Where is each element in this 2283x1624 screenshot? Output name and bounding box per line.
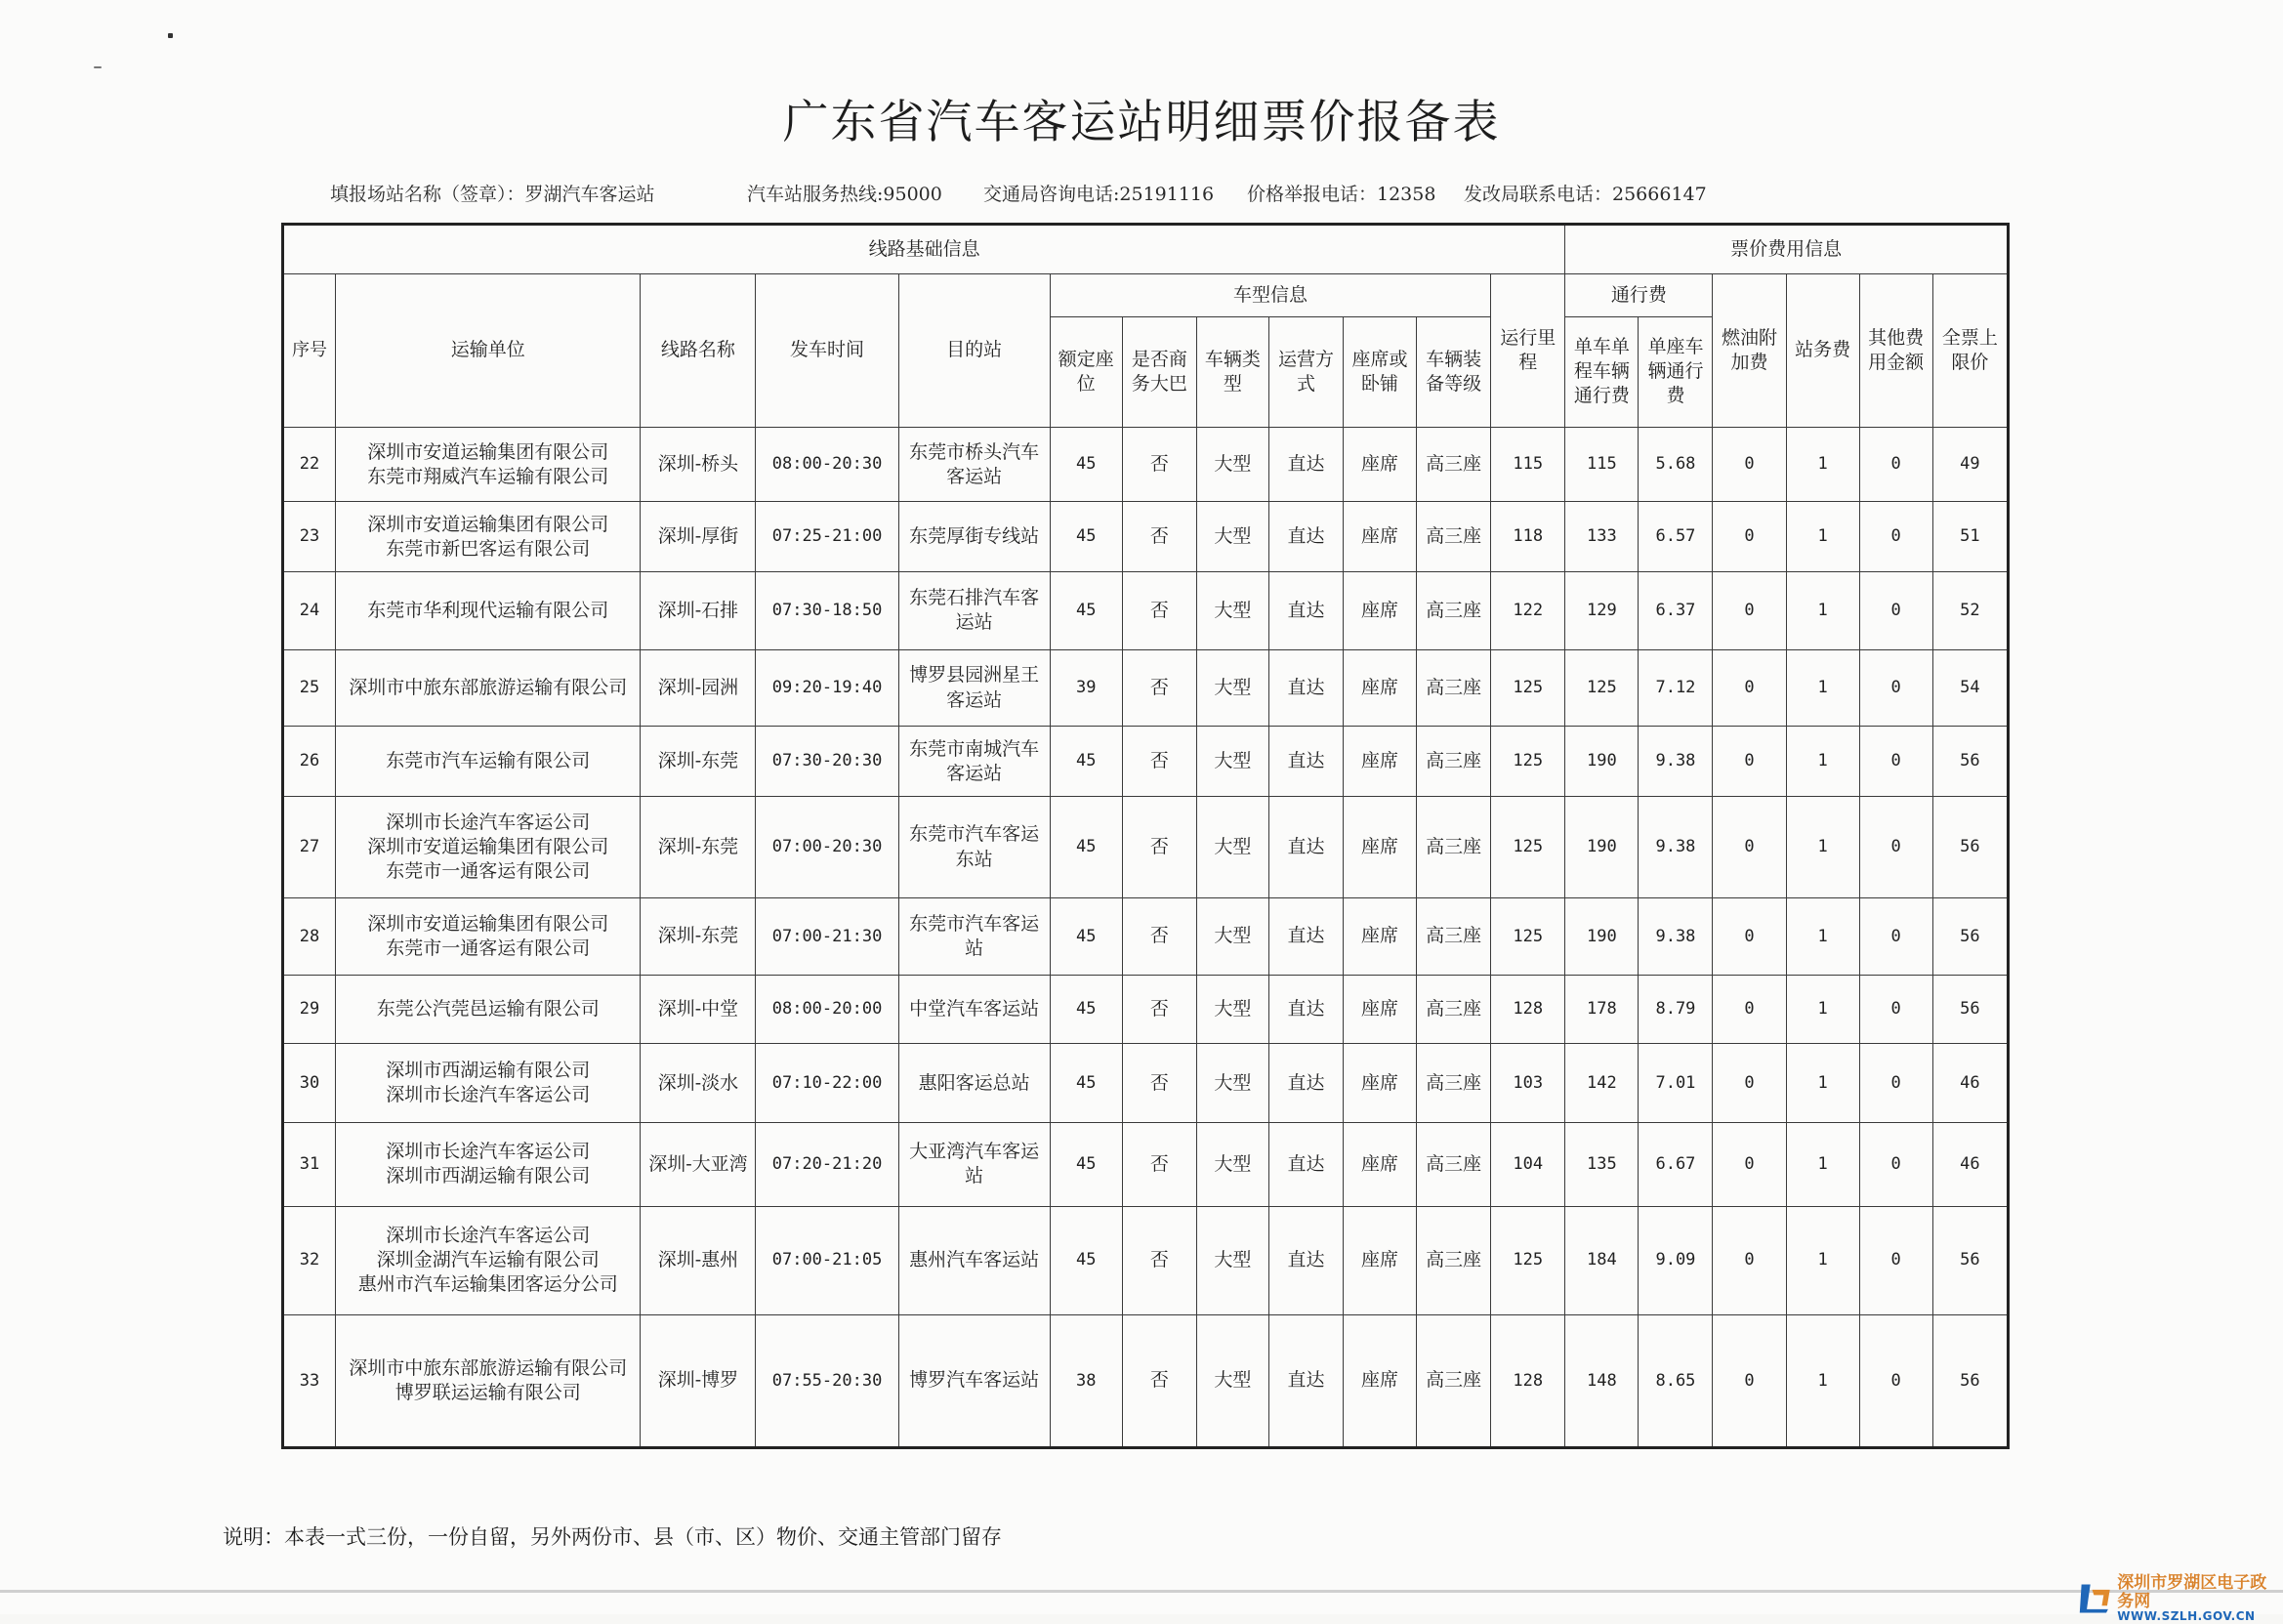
cell-other-fee: 0 xyxy=(1859,1314,1932,1448)
cell-seq: 26 xyxy=(283,727,336,797)
cell-max-fare: 46 xyxy=(1932,1044,2008,1123)
cell-departure: 07:00-20:30 xyxy=(756,796,898,897)
cell-vehicle-type: 大型 xyxy=(1196,649,1268,727)
cell-single-vehicle-toll: 125 xyxy=(1565,649,1639,727)
cell-seats: 45 xyxy=(1050,502,1122,572)
cell-operation-mode: 直达 xyxy=(1268,428,1343,502)
cell-seat-type: 座席 xyxy=(1344,649,1417,727)
cell-seq: 33 xyxy=(283,1314,336,1448)
cell-mileage: 118 xyxy=(1491,502,1565,572)
header-seq: 序号 xyxy=(283,273,336,427)
cell-max-fare: 56 xyxy=(1932,1314,2008,1448)
cell-vehicle-type: 大型 xyxy=(1196,1123,1268,1207)
cell-max-fare: 56 xyxy=(1932,975,2008,1044)
cell-seq: 27 xyxy=(283,796,336,897)
cell-seq: 30 xyxy=(283,1044,336,1123)
header-mileage: 运行里程 xyxy=(1491,273,1565,427)
cell-vehicle-type: 大型 xyxy=(1196,727,1268,797)
cell-single-vehicle-toll: 178 xyxy=(1565,975,1639,1044)
cell-single-vehicle-toll: 190 xyxy=(1565,898,1639,976)
cell-station-fee: 1 xyxy=(1786,1206,1859,1314)
header-max-fare: 全票上限价 xyxy=(1932,273,2008,427)
cell-operation-mode: 直达 xyxy=(1268,727,1343,797)
cell-destination: 博罗汽车客运站 xyxy=(898,1314,1050,1448)
cell-vehicle-type: 大型 xyxy=(1196,571,1268,649)
header-vehicle-type: 车辆类型 xyxy=(1196,316,1268,427)
fare-table xyxy=(281,223,2010,1449)
cell-single-vehicle-toll: 190 xyxy=(1565,727,1639,797)
cell-fuel-surcharge: 0 xyxy=(1713,727,1786,797)
cell-business: 否 xyxy=(1122,1123,1196,1207)
cell-per-seat-toll: 7.01 xyxy=(1639,1044,1713,1123)
cell-max-fare: 56 xyxy=(1932,898,2008,976)
cell-operator: 深圳市安道运输集团有限公司 东莞市翔威汽车运输有限公司 xyxy=(336,428,641,502)
cell-single-vehicle-toll: 115 xyxy=(1565,428,1639,502)
document-title: 广东省汽车客运站明细票价报备表 xyxy=(782,96,1501,149)
cell-operation-mode: 直达 xyxy=(1268,975,1343,1044)
cell-route: 深圳-大亚湾 xyxy=(641,1123,756,1207)
table-body xyxy=(283,225,2009,1448)
cell-seat-type: 座席 xyxy=(1344,502,1417,572)
cell-seats: 45 xyxy=(1050,727,1122,797)
table-row xyxy=(283,727,2009,797)
cell-seats: 45 xyxy=(1050,1206,1122,1314)
cell-seat-type: 座席 xyxy=(1344,1206,1417,1314)
cell-fuel-surcharge: 0 xyxy=(1713,1206,1786,1314)
header-seats: 额定座位 xyxy=(1050,316,1122,427)
cell-fuel-surcharge: 0 xyxy=(1713,1314,1786,1448)
cell-per-seat-toll: 9.38 xyxy=(1639,898,1713,976)
cell-per-seat-toll: 6.67 xyxy=(1639,1123,1713,1207)
cell-per-seat-toll: 9.09 xyxy=(1639,1206,1713,1314)
cell-seq: 31 xyxy=(283,1123,336,1207)
cell-route: 深圳-博罗 xyxy=(641,1314,756,1448)
cell-seat-type: 座席 xyxy=(1344,428,1417,502)
header-destination: 目的站 xyxy=(898,273,1050,427)
cell-operator: 东莞市华利现代运输有限公司 xyxy=(336,571,641,649)
cell-other-fee: 0 xyxy=(1859,571,1932,649)
cell-station-fee: 1 xyxy=(1786,428,1859,502)
scan-speck xyxy=(94,66,102,68)
group-vehicle-info: 车型信息 xyxy=(1050,273,1490,316)
cell-equipment-grade: 高三座 xyxy=(1417,502,1491,572)
cell-max-fare: 46 xyxy=(1932,1123,2008,1207)
cell-operation-mode: 直达 xyxy=(1268,898,1343,976)
cell-operation-mode: 直达 xyxy=(1268,649,1343,727)
group-toll: 通行费 xyxy=(1565,273,1713,316)
cell-route: 深圳-惠州 xyxy=(641,1206,756,1314)
cell-station-fee: 1 xyxy=(1786,1044,1859,1123)
cell-business: 否 xyxy=(1122,502,1196,572)
cell-equipment-grade: 高三座 xyxy=(1417,1206,1491,1314)
table-row xyxy=(283,1044,2009,1123)
cell-mileage: 125 xyxy=(1491,727,1565,797)
cell-departure: 08:00-20:30 xyxy=(756,428,898,502)
cell-per-seat-toll: 6.37 xyxy=(1639,571,1713,649)
cell-departure: 08:00-20:00 xyxy=(756,975,898,1044)
cell-seq: 29 xyxy=(283,975,336,1044)
price-report-phone: 价格举报电话：12358 xyxy=(1247,184,1436,205)
cell-other-fee: 0 xyxy=(1859,502,1932,572)
cell-fuel-surcharge: 0 xyxy=(1713,1044,1786,1123)
cell-business: 否 xyxy=(1122,571,1196,649)
cell-seat-type: 座席 xyxy=(1344,1314,1417,1448)
cell-fuel-surcharge: 0 xyxy=(1713,898,1786,976)
cell-max-fare: 52 xyxy=(1932,571,2008,649)
cell-max-fare: 56 xyxy=(1932,727,2008,797)
header-equipment-grade: 车辆装备等级 xyxy=(1417,316,1491,427)
cell-operation-mode: 直达 xyxy=(1268,502,1343,572)
cell-per-seat-toll: 6.57 xyxy=(1639,502,1713,572)
cell-single-vehicle-toll: 142 xyxy=(1565,1044,1639,1123)
cell-seat-type: 座席 xyxy=(1344,975,1417,1044)
cell-equipment-grade: 高三座 xyxy=(1417,571,1491,649)
cell-seats: 45 xyxy=(1050,1123,1122,1207)
cell-vehicle-type: 大型 xyxy=(1196,975,1268,1044)
header-other-fee: 其他费用金额 xyxy=(1859,273,1932,427)
szlh-logo-icon xyxy=(2078,1581,2113,1616)
cell-operation-mode: 直达 xyxy=(1268,1044,1343,1123)
cell-vehicle-type: 大型 xyxy=(1196,502,1268,572)
footnote: 说明：本表一式三份，一份自留，另外两份市、县（市、区）物价、交通主管部门留存 xyxy=(223,1525,1002,1549)
cell-destination: 东莞市汽车客运东站 xyxy=(898,796,1050,897)
cell-operator: 东莞公汽莞邑运输有限公司 xyxy=(336,975,641,1044)
table-row xyxy=(283,502,2009,572)
cell-equipment-grade: 高三座 xyxy=(1417,975,1491,1044)
table-row xyxy=(283,1123,2009,1207)
cell-mileage: 125 xyxy=(1491,898,1565,976)
cell-equipment-grade: 高三座 xyxy=(1417,428,1491,502)
service-hotline: 汽车站服务热线:95000 xyxy=(747,184,942,205)
table-row xyxy=(283,975,2009,1044)
header-per-seat-toll: 单座车辆通行费 xyxy=(1639,316,1713,427)
cell-route: 深圳-中堂 xyxy=(641,975,756,1044)
cell-departure: 07:30-18:50 xyxy=(756,571,898,649)
scan-edge xyxy=(0,1590,2283,1593)
cell-seat-type: 座席 xyxy=(1344,727,1417,797)
cell-destination: 惠阳客运总站 xyxy=(898,1044,1050,1123)
cell-vehicle-type: 大型 xyxy=(1196,898,1268,976)
cell-station-fee: 1 xyxy=(1786,649,1859,727)
cell-operator: 深圳市长途汽车客运公司 深圳市安道运输集团有限公司 东莞市一通客运有限公司 xyxy=(336,796,641,897)
cell-equipment-grade: 高三座 xyxy=(1417,727,1491,797)
cell-mileage: 125 xyxy=(1491,649,1565,727)
scan-speck xyxy=(168,33,173,38)
header-row-subgroups xyxy=(283,273,2009,316)
cell-vehicle-type: 大型 xyxy=(1196,428,1268,502)
cell-route: 深圳-东莞 xyxy=(641,796,756,897)
cell-other-fee: 0 xyxy=(1859,1206,1932,1314)
cell-seq: 23 xyxy=(283,502,336,572)
cell-mileage: 115 xyxy=(1491,428,1565,502)
drc-phone: 发改局联系电话：25666147 xyxy=(1464,184,1707,205)
header-single-vehicle-toll: 单车单程车辆通行费 xyxy=(1565,316,1639,427)
cell-mileage: 122 xyxy=(1491,571,1565,649)
cell-operator: 深圳市中旅东部旅游运输有限公司 博罗联运运输有限公司 xyxy=(336,1314,641,1448)
table-row xyxy=(283,796,2009,897)
cell-destination: 中堂汽车客运站 xyxy=(898,975,1050,1044)
cell-fuel-surcharge: 0 xyxy=(1713,796,1786,897)
header-operator: 运输单位 xyxy=(336,273,641,427)
cell-destination: 东莞石排汽车客运站 xyxy=(898,571,1050,649)
cell-mileage: 128 xyxy=(1491,1314,1565,1448)
cell-seq: 28 xyxy=(283,898,336,976)
cell-equipment-grade: 高三座 xyxy=(1417,1314,1491,1448)
cell-destination: 惠州汽车客运站 xyxy=(898,1206,1050,1314)
cell-business: 否 xyxy=(1122,727,1196,797)
cell-operator: 深圳市长途汽车客运公司 深圳市西湖运输有限公司 xyxy=(336,1123,641,1207)
cell-route: 深圳-淡水 xyxy=(641,1044,756,1123)
cell-equipment-grade: 高三座 xyxy=(1417,796,1491,897)
cell-other-fee: 0 xyxy=(1859,796,1932,897)
cell-per-seat-toll: 8.65 xyxy=(1639,1314,1713,1448)
cell-business: 否 xyxy=(1122,898,1196,976)
cell-single-vehicle-toll: 190 xyxy=(1565,796,1639,897)
cell-single-vehicle-toll: 184 xyxy=(1565,1206,1639,1314)
cell-departure: 09:20-19:40 xyxy=(756,649,898,727)
cell-operator: 深圳市西湖运输有限公司 深圳市长途汽车客运公司 xyxy=(336,1044,641,1123)
cell-station-fee: 1 xyxy=(1786,1314,1859,1448)
cell-fuel-surcharge: 0 xyxy=(1713,649,1786,727)
cell-departure: 07:55-20:30 xyxy=(756,1314,898,1448)
cell-destination: 东莞市南城汽车客运站 xyxy=(898,727,1050,797)
cell-departure: 07:20-21:20 xyxy=(756,1123,898,1207)
cell-route: 深圳-石排 xyxy=(641,571,756,649)
cell-seq: 32 xyxy=(283,1206,336,1314)
cell-seq: 24 xyxy=(283,571,336,649)
cell-fuel-surcharge: 0 xyxy=(1713,428,1786,502)
cell-fuel-surcharge: 0 xyxy=(1713,975,1786,1044)
cell-station-fee: 1 xyxy=(1786,571,1859,649)
cell-per-seat-toll: 8.79 xyxy=(1639,975,1713,1044)
cell-seats: 45 xyxy=(1050,571,1122,649)
cell-seats: 39 xyxy=(1050,649,1122,727)
cell-seats: 45 xyxy=(1050,975,1122,1044)
cell-seats: 45 xyxy=(1050,428,1122,502)
cell-equipment-grade: 高三座 xyxy=(1417,649,1491,727)
cell-seq: 25 xyxy=(283,649,336,727)
cell-single-vehicle-toll: 135 xyxy=(1565,1123,1639,1207)
cell-other-fee: 0 xyxy=(1859,898,1932,976)
cell-equipment-grade: 高三座 xyxy=(1417,1044,1491,1123)
cell-per-seat-toll: 5.68 xyxy=(1639,428,1713,502)
cell-business: 否 xyxy=(1122,649,1196,727)
cell-vehicle-type: 大型 xyxy=(1196,796,1268,897)
cell-operator: 深圳市安道运输集团有限公司 东莞市一通客运有限公司 xyxy=(336,898,641,976)
cell-max-fare: 49 xyxy=(1932,428,2008,502)
cell-operation-mode: 直达 xyxy=(1268,796,1343,897)
cell-seats: 45 xyxy=(1050,796,1122,897)
group-line-info: 线路基础信息 xyxy=(283,225,1565,274)
table-row xyxy=(283,1314,2009,1448)
cell-operator: 深圳市长途汽车客运公司 深圳金湖汽车运输有限公司 惠州市汽车运输集团客运分公司 xyxy=(336,1206,641,1314)
cell-fuel-surcharge: 0 xyxy=(1713,502,1786,572)
header-route: 线路名称 xyxy=(641,273,756,427)
transport-bureau-phone: 交通局咨询电话:25191116 xyxy=(983,184,1215,205)
cell-max-fare: 54 xyxy=(1932,649,2008,727)
cell-other-fee: 0 xyxy=(1859,975,1932,1044)
cell-mileage: 128 xyxy=(1491,975,1565,1044)
cell-seat-type: 座席 xyxy=(1344,571,1417,649)
cell-fuel-surcharge: 0 xyxy=(1713,571,1786,649)
cell-vehicle-type: 大型 xyxy=(1196,1206,1268,1314)
cell-vehicle-type: 大型 xyxy=(1196,1044,1268,1123)
cell-single-vehicle-toll: 133 xyxy=(1565,502,1639,572)
header-seat-or-sleeper: 座席或卧铺 xyxy=(1344,316,1417,427)
cell-station-fee: 1 xyxy=(1786,898,1859,976)
cell-other-fee: 0 xyxy=(1859,649,1932,727)
cell-mileage: 104 xyxy=(1491,1123,1565,1207)
cell-mileage: 103 xyxy=(1491,1044,1565,1123)
cell-station-fee: 1 xyxy=(1786,727,1859,797)
cell-seq: 22 xyxy=(283,428,336,502)
cell-seats: 45 xyxy=(1050,1044,1122,1123)
cell-departure: 07:30-20:30 xyxy=(756,727,898,797)
cell-operator: 东莞市汽车运输有限公司 xyxy=(336,727,641,797)
cell-operator: 深圳市安道运输集团有限公司 东莞市新巴客运有限公司 xyxy=(336,502,641,572)
table-row xyxy=(283,428,2009,502)
watermark-en: WWW.SZLH.GOV.CN xyxy=(2117,1609,2256,1624)
cell-route: 深圳-东莞 xyxy=(641,898,756,976)
cell-max-fare: 56 xyxy=(1932,796,2008,897)
cell-vehicle-type: 大型 xyxy=(1196,1314,1268,1448)
cell-per-seat-toll: 9.38 xyxy=(1639,727,1713,797)
cell-seat-type: 座席 xyxy=(1344,796,1417,897)
cell-business: 否 xyxy=(1122,428,1196,502)
cell-business: 否 xyxy=(1122,1044,1196,1123)
cell-departure: 07:25-21:00 xyxy=(756,502,898,572)
cell-station-fee: 1 xyxy=(1786,1123,1859,1207)
cell-max-fare: 51 xyxy=(1932,502,2008,572)
cell-mileage: 125 xyxy=(1491,796,1565,897)
cell-operation-mode: 直达 xyxy=(1268,1123,1343,1207)
cell-route: 深圳-桥头 xyxy=(641,428,756,502)
table-row xyxy=(283,898,2009,976)
cell-destination: 大亚湾汽车客运站 xyxy=(898,1123,1050,1207)
cell-business: 否 xyxy=(1122,796,1196,897)
cell-single-vehicle-toll: 129 xyxy=(1565,571,1639,649)
cell-route: 深圳-厚街 xyxy=(641,502,756,572)
cell-departure: 07:00-21:30 xyxy=(756,898,898,976)
cell-operation-mode: 直达 xyxy=(1268,1206,1343,1314)
cell-route: 深圳-园洲 xyxy=(641,649,756,727)
cell-station-fee: 1 xyxy=(1786,796,1859,897)
watermark-logo xyxy=(2078,1574,2283,1624)
cell-departure: 07:10-22:00 xyxy=(756,1044,898,1123)
cell-seat-type: 座席 xyxy=(1344,1123,1417,1207)
cell-business: 否 xyxy=(1122,1206,1196,1314)
watermark-cn: 深圳市罗湖区电子政务网 xyxy=(2117,1573,2267,1611)
cell-other-fee: 0 xyxy=(1859,1123,1932,1207)
cell-other-fee: 0 xyxy=(1859,1044,1932,1123)
cell-operation-mode: 直达 xyxy=(1268,1314,1343,1448)
cell-other-fee: 0 xyxy=(1859,727,1932,797)
cell-single-vehicle-toll: 148 xyxy=(1565,1314,1639,1448)
cell-max-fare: 56 xyxy=(1932,1206,2008,1314)
cell-per-seat-toll: 9.38 xyxy=(1639,796,1713,897)
cell-destination: 东莞市汽车客运站 xyxy=(898,898,1050,976)
cell-operator: 深圳市中旅东部旅游运输有限公司 xyxy=(336,649,641,727)
table-row xyxy=(283,1206,2009,1314)
cell-equipment-grade: 高三座 xyxy=(1417,1123,1491,1207)
cell-destination: 东莞厚街专线站 xyxy=(898,502,1050,572)
station-name-label: 填报场站名称（签章）：罗湖汽车客运站 xyxy=(330,184,655,205)
cell-departure: 07:00-21:05 xyxy=(756,1206,898,1314)
header-business: 是否商务大巴 xyxy=(1122,316,1196,427)
cell-seat-type: 座席 xyxy=(1344,898,1417,976)
table-row xyxy=(283,649,2009,727)
table-row xyxy=(283,571,2009,649)
cell-destination: 博罗县园洲星王客运站 xyxy=(898,649,1050,727)
cell-seat-type: 座席 xyxy=(1344,1044,1417,1123)
cell-route: 深圳-东莞 xyxy=(641,727,756,797)
cell-seats: 38 xyxy=(1050,1314,1122,1448)
cell-business: 否 xyxy=(1122,975,1196,1044)
cell-destination: 东莞市桥头汽车客运站 xyxy=(898,428,1050,502)
cell-business: 否 xyxy=(1122,1314,1196,1448)
cell-station-fee: 1 xyxy=(1786,502,1859,572)
cell-equipment-grade: 高三座 xyxy=(1417,898,1491,976)
cell-other-fee: 0 xyxy=(1859,428,1932,502)
header-row-groups xyxy=(283,225,2009,274)
cell-fuel-surcharge: 0 xyxy=(1713,1123,1786,1207)
header-operation-mode: 运营方式 xyxy=(1268,316,1343,427)
cell-seats: 45 xyxy=(1050,898,1122,976)
cell-operation-mode: 直达 xyxy=(1268,571,1343,649)
group-fare-info: 票价费用信息 xyxy=(1565,225,2009,274)
header-fuel-surcharge: 燃油附加费 xyxy=(1713,273,1786,427)
header-departure: 发车时间 xyxy=(756,273,898,427)
header-station-fee: 站务费 xyxy=(1786,273,1859,427)
cell-per-seat-toll: 7.12 xyxy=(1639,649,1713,727)
cell-station-fee: 1 xyxy=(1786,975,1859,1044)
cell-mileage: 125 xyxy=(1491,1206,1565,1314)
